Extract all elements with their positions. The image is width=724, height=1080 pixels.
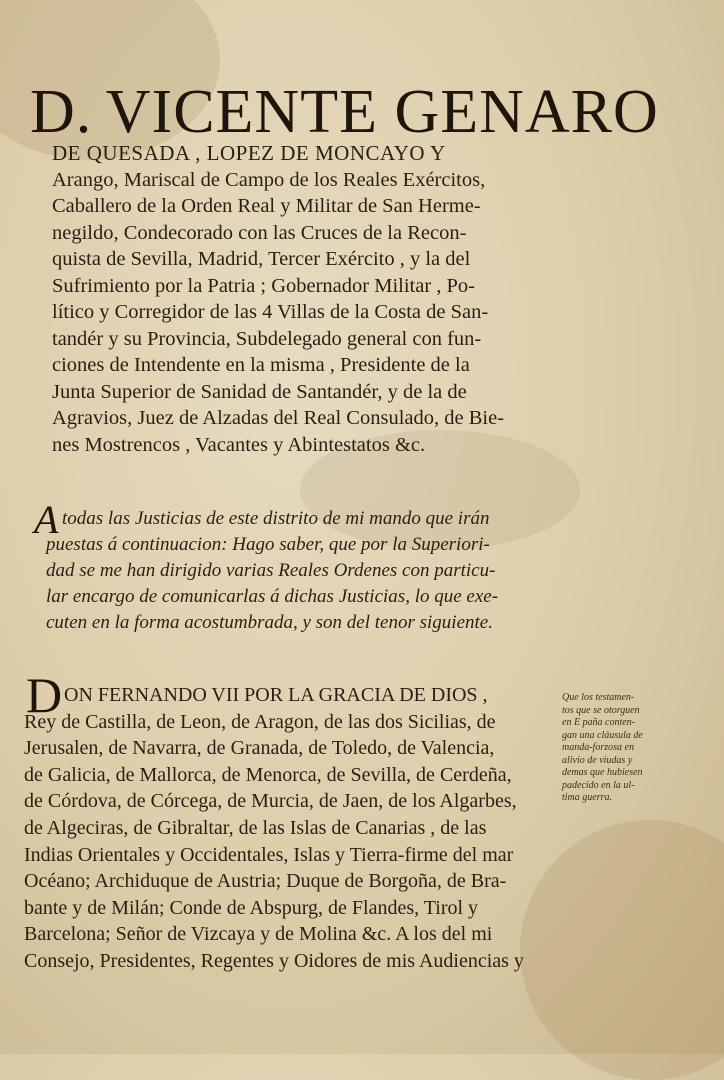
- address-initial: A: [34, 497, 59, 542]
- address-paragraph: [46, 506, 554, 636]
- text-line: Indias Orientales y Occidentales, Islas y Tierra-firme del mar: [24, 843, 514, 866]
- note-line: manda-forzosa en: [562, 742, 634, 753]
- title-name: VICENTE GENARO: [105, 78, 659, 146]
- text-line: Sufrimiento por la Patria ; Gobernador Militar , Po-: [52, 274, 476, 297]
- text-line: Rey de Castilla, de Leon, de Aragon, de las dos Sicilias, de: [24, 710, 496, 733]
- text-line: todas las Justicias de este distrito de mi mando que irán: [62, 508, 490, 529]
- text-line: Caballero de la Orden Real y Militar de San Herme-: [52, 195, 481, 217]
- text-line: negildo, Condecorado con las Cruces de la Recon-: [52, 221, 467, 244]
- text-line: ciones de Intendente en la misma , Presidente de la: [52, 354, 470, 376]
- text-line: puestas á continuacion: Hago saber, que por la Superiori-: [46, 534, 490, 555]
- decree-initial: D: [26, 667, 63, 723]
- text-line: Barcelona; Señor de Vizcaya y de Molina &c. A los del mi: [24, 923, 493, 946]
- note-line: padecido en la ul-: [562, 779, 635, 791]
- note-line: tos que se otorguen: [562, 704, 640, 716]
- decree-paragraph: [24, 682, 556, 975]
- note-line: demas que hubiesen: [562, 767, 643, 778]
- text-line: Jerusalen, de Navarra, de Granada, de Toledo, de Valencia,: [24, 737, 495, 760]
- intro-paragraph: [52, 140, 557, 458]
- note-line: Que los testamen-: [562, 692, 635, 703]
- text-line: ON FERNANDO VII POR LA GRACIA DE DIOS ,: [64, 684, 488, 706]
- note-line: alivio de viudas y: [562, 754, 633, 766]
- title-initial: D.: [30, 78, 93, 146]
- text-line: cuten en la forma acostumbrada, y son del tenor siguiente.: [46, 612, 493, 633]
- text-line: DE QUESADA , LOPEZ DE MONCAYO Y: [52, 141, 446, 165]
- text-line: Consejo, Presidentes, Regentes y Oidores de mis Audiencias y: [24, 949, 524, 972]
- note-line: en E paña conten-: [562, 717, 636, 728]
- text-line: Arango, Mariscal de Campo de los Reales Exércitos,: [52, 168, 486, 191]
- text-line: bante y de Milán; Conde de Abspurg, de Flandes, Tirol y: [24, 896, 479, 919]
- text-line: de Galicia, de Mallorca, de Menorca, de Sevilla, de Cerdeña,: [24, 763, 512, 786]
- page-title: [30, 78, 659, 146]
- text-line: tandér y su Provincia, Subdelegado general con fun-: [52, 327, 482, 350]
- text-line: nes Mostrencos , Vacantes y Abintestatos &c.: [52, 433, 426, 456]
- text-line: quista de Sevilla, Madrid, Tercer Exército , y la del: [52, 248, 471, 270]
- text-line: dad se me han dirigido varias Reales Ordenes con particu-: [46, 560, 496, 581]
- text-line: Océano; Archiduque de Austria; Duque de Borgoña, de Bra-: [24, 870, 507, 893]
- note-line: tima guerra.: [562, 792, 612, 803]
- note-line: gan una cláusula de: [562, 729, 643, 741]
- text-line: lar encargo de comunicarlas á dichas Justicias, lo que exe-: [46, 586, 499, 607]
- text-line: de Algeciras, de Gibraltar, de las Islas de Canarias , de las: [24, 816, 487, 839]
- text-line: lítico y Corregidor de las 4 Villas de la Costa de San-: [52, 301, 489, 323]
- text-line: de Córdova, de Córcega, de Murcia, de Jaen, de los Algarbes,: [24, 790, 517, 813]
- text-line: Agravios, Juez de Alzadas del Real Consulado, de Bie-: [52, 407, 505, 429]
- text-line: Junta Superior de Sanidad de Santandér, y de la de: [52, 380, 467, 403]
- marginal-note: [562, 692, 682, 805]
